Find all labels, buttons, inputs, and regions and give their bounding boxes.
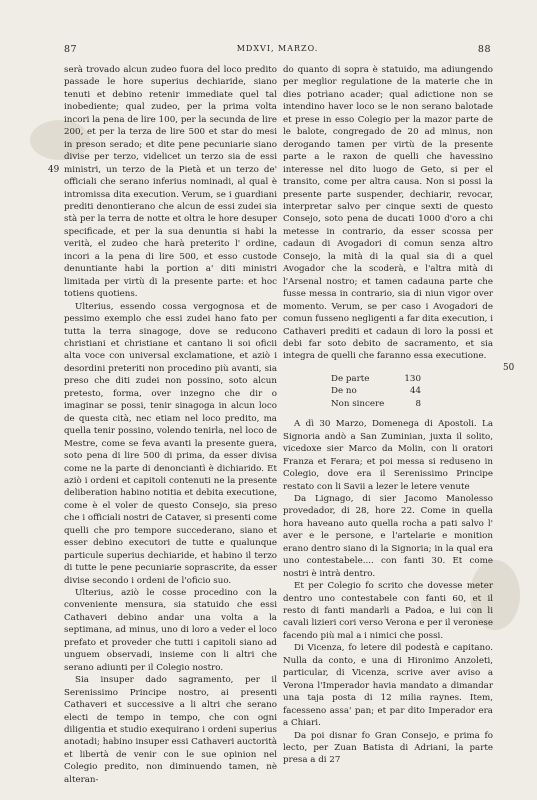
paragraph: Et per Colegio fo scrito che dovesse meter dentro uno contestabele con fanti 60, et il resto di fanti mandarli a Padoa, e lui con li cavali lizieri cori verso Verona e per il veronese facendo più mal a i nimici che possi. <box>283 581 493 641</box>
vote-row <box>331 373 421 385</box>
page-number-left: 87 <box>64 44 78 55</box>
paragraph: do quanto di sopra è statuido, ma adiungendo per meglior regulatione de la materie che in dies potrìano acader; qual adictione non se intendino haver loco se le non serano balotade et prese in esso Colegio per la mazor parte de le balote, congregado de 20 ad minus, non derogando tamen per virtù de la presente parte a le raxon de quelli che havessino interesse nel dito luogo de Geto, si per el transito, come per altra causa. Non si possi la presente parte suspender, dechiarir, revocar, interpretar salvo per cinque sexti de questo Consejo, soto pena de ducati 1000 d'oro a chi metesse in contrario, da esser scossa per cadaun di Avogadori di comun senza altro Consejo, la mità di la qual sia di a quel Avogador che la scoderà, e l'altra mità di l'Arsenal nostro; et tamen cadauna parte che fusse messa in contrario, sia di niun vigor over momento. Verum, se per caso i Avogadori de comun fusseno negligenti a far dita execution, i Cathaveri prediti et cadaun di loro la possi et debi far soto debito de sacramento, et sia integra de quelli che faranno essa executione. <box>283 65 493 362</box>
vote-count: 8 <box>415 398 421 409</box>
vote-count: 130 <box>404 373 421 384</box>
paragraph: Da Lignago, di sier Jacomo Manolesso provedador, di 28, hore 22. Come in quella hora haveano auto quella rocha a pati salvo l' aver e le persone, e l'artelarie e monition erano dentro siano di la Signoria; in la qual era uno contestabele.... con fanti 30. Et come nostri è intrà dentro. <box>283 493 493 579</box>
margin-number-right: 50 <box>503 363 515 373</box>
paragraph: Di Vicenza, fo letere dil podestà e capitano. Nulla da conto, e una di Hironimo Anzoleti, particular, di Vicenza, scrive aver aviso a Verona l'Imperador havia mandato a dimandar una taja posta di 12 milia raynes. Item, facesseno assa' pan; et par dito Imperador era a Chiari. <box>283 643 493 729</box>
vote-label: De no <box>331 386 357 397</box>
vote-count: 44 <box>409 386 421 397</box>
paragraph: Sia insuper dado sagramento, per il Serenissimo Principe nostro, ai presenti Cathaveri et successive a li altri che serano electi de tempo in tempo, che con ogni diligentia et studio exequirano i ordeni superius anotadi; habino insuper essi Cathaveri auctorità et libertà de venir con le sue opinion nel Colegio predito, non diminuendo tamen, nè alteran- <box>64 675 277 785</box>
margin-number-left: 49 <box>48 165 60 175</box>
vote-row <box>331 385 421 397</box>
vote-tally <box>331 373 493 410</box>
paragraph: serà trovado alcun zudeo fuora del loco predito passade le hore superius dechiaride, siano tenuti et debino retenir immediate quel tal inobediente; qual zudeo, per la prima volta incori la pena de lire 100, per la secunda de lire 200, et per la terza de lire 500 et star do mesi in preson serado; et dite pene pecuniarie siano divise per terzo, videlicet un terzo sia de essi ministri, un terzo de la Pietà et un terzo de' officiali che serano inferius nominadi, al qual è intromissa dita execution. Verum, se i guardiani prediti denontierano che alcun de essi zudei sia stà per la terra de notte et oltra le hore desuper specificade, et per la sua denuntia si habi la verità, el zudeo che harà preterito l' ordine, incori a la pena di lire 500, et esso custode denuntiante habi la portion a' diti ministri limitada per virtù di la presente parte: et hoc totiens quotiens. <box>64 65 277 300</box>
page-number-right: 88 <box>477 44 491 55</box>
paragraph: A dì 30 Marzo, Domenega di Apostoli. La Signoria andò a San Zuminian, juxta il solito, vicedoxe sier Marco da Molin, con li oratori Franza et Ferara; et poi messa si reduseno in Colegio, dove era il Serenissimo Principe restato con li Savii a lezer le letere venute <box>283 419 493 492</box>
right-column <box>283 64 493 767</box>
paragraph: Ulterius, essendo cossa vergognosa et de pessimo exemplo che essi zudei hano fato per tutta la terra sinagoge, dove se reducono christiani et christiane et cantano li soi oficii alta voce con universal exclamatione, et aziò i desordini preteriti non procedino più avanti, sia preso che diti zudei non possino, soto alcun pretesto, forma, over inzegno che dir o imaginar se possi, tenir sinagoga in alcun loco de questa cità, nec etiam nel loco predito, ma quella tenir possino, volendo tenirla, nel loco de Mestre, come se feva avanti la presente guera, soto pena di lire 500 di prima, da esser divisa come ne la parte di denonciantì è dichiarido. Et aziò i ordeni et capitoli contenuti ne la presente deliberation habino notitia et debita executione, come è el voler de questo Consejo, sia preso che i officiali nostri de Cataver, si presenti come quelli che pro tempore succederano, siano et esser debino executori de tutte e qualunque particule superius dechiaride, et habino il terzo di tutte le pene pecuniarie soprascrite, da esser divise secondo i ordeni de l'oficio suo. <box>64 301 277 586</box>
vote-label: De parte <box>331 373 370 384</box>
vote-row <box>331 398 421 410</box>
vote-label: Non sincere <box>331 398 385 409</box>
paragraph: Ulterius, aziò le cosse procedino con la conveniente mensura, sia statuido che essi Cathaveri debino andar una volta a la septimana, ad minus, uno di loro a veder el loco prefato et proveder che tutti i capitoli siano ad unguem observadi, insieme con li altri che serano adiunti per il Colegio nostro. <box>64 588 277 673</box>
left-column <box>64 64 277 786</box>
running-header <box>64 44 491 58</box>
paragraph: Da poi disnar fo Gran Consejo, e prima fo lecto, per Zuan Batista di Adriani, la parte presa a di 27 <box>283 730 493 766</box>
running-title: MDXVI, MARZO. <box>236 44 319 53</box>
